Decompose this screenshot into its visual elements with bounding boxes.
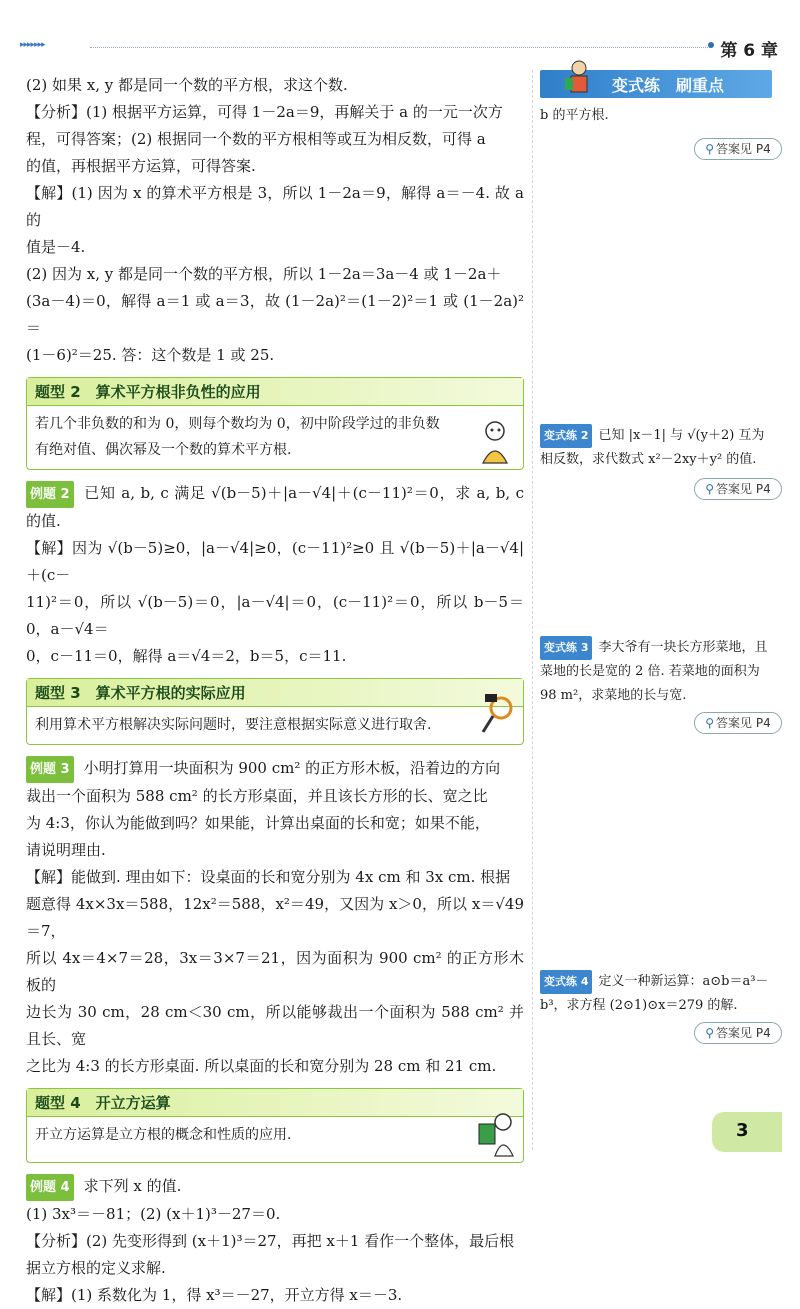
page-header [0, 30, 800, 66]
type-title: 题型 3 算术平方根的实际应用 [27, 679, 523, 707]
text-line: 【解】(1) 系数化为 1，得 x³＝－27，开立方得 x＝－3. [26, 1286, 403, 1304]
example-label: 例题 4 [26, 1174, 74, 1201]
main-column [26, 72, 524, 1309]
text-line: 值是－4. [26, 238, 86, 256]
text-line: 所以 4x＝4×7＝28，3x＝3×7＝21，因为面积为 900 cm² 的正方形木板的 [26, 949, 524, 994]
answer-ref-button[interactable]: ⚲ 答案见 P4 [694, 138, 782, 160]
variant-tag: 变式练 2 [540, 424, 592, 448]
variant-tag: 变式练 3 [540, 636, 592, 660]
text-line: 之比为 4:3 的长方形桌面. 所以桌面的长和宽分别为 28 cm 和 21 cm. [26, 1057, 497, 1075]
text-line: 0，c－11＝0，解得 a＝√4＝2，b＝5，c＝11. [26, 647, 347, 665]
type-box-3 [26, 678, 524, 745]
variant-2: 变式练 2 已知 |x－1| 与 √(y＋2) 互为相反数，求代数式 x²－2xy＋y² 的值. [540, 424, 772, 472]
example-label: 例题 3 [26, 756, 74, 783]
arrow-decoration: ▸▸▸▸▸▸▸ [20, 40, 45, 50]
header-divider [90, 47, 710, 48]
type-title: 题型 4 开立方运算 [27, 1089, 523, 1117]
example-label: 例题 2 [26, 481, 74, 508]
text-line: (2) 因为 x, y 都是同一个数的平方根，所以 1－2a＝3a－4 或 1－2a＋ [26, 265, 502, 283]
text-line: 题意得 4x×3x＝588，12x²＝588，x²＝49，又因为 x＞0，所以 x＝√49＝7， [26, 895, 524, 940]
variant-tag: 变式练 4 [540, 970, 592, 994]
text-line: (1) 3x³＝－81；(2) (x＋1)³－27＝0. [26, 1205, 281, 1223]
text-line: 裁出一个面积为 588 cm² 的长方形桌面，并且该长方形的长、宽之比 [26, 787, 488, 805]
type-body: 开立方运算是立方根的概念和性质的应用. [35, 1127, 292, 1143]
book-mascot-icon [473, 1110, 517, 1158]
text-line: 的值，再根据平方运算，可得答案. [26, 157, 256, 175]
answer-ref-button[interactable]: ⚲ 答案见 P4 [694, 712, 782, 734]
text-line: (2) 如果 x, y 都是同一个数的平方根，求这个数. [26, 76, 348, 94]
variant-4: 变式练 4 定义一种新运算：a⊙b＝a³－b³，求方程 (2⊙1)⊙x＝279 的解. [540, 970, 772, 1018]
text-line: 【解】因为 √(b－5)≥0，|a－√4|≥0，(c－11)²≥0 且 √(b－5)＋|a－√4|＋(c－ [26, 539, 524, 584]
type-title: 题型 2 算术平方根非负性的应用 [27, 378, 523, 406]
column-divider [532, 70, 533, 1150]
example-2-line: 例题 2 已知 a, b, c 满足 √(b－5)＋|a－√4|＋(c－11)²＝0，求 a, b, c 的值. [26, 480, 524, 535]
answer-ref-button[interactable]: ⚲ 答案见 P4 [694, 1022, 782, 1044]
mascot-icon [473, 417, 517, 465]
text-line: 【解】(1) 因为 x 的算术平方根是 3，所以 1－2a＝9，解得 a＝－4. 故 a 的 [26, 184, 524, 229]
text-line: 边长为 30 cm，28 cm＜30 cm，所以能够裁出一个面积为 588 cm² 并且长、宽 [26, 1003, 524, 1048]
type-body: 若几个非负数的和为 0，则每个数均为 0，初中阶段学过的非负数有绝对值、偶次幂及一个数的算术平方根. [35, 416, 440, 458]
chapter-label: 第 6 章 [720, 36, 778, 61]
text-line: 11)²＝0，所以 √(b－5)＝0，|a－√4|＝0，(c－11)²＝0，所以 b－5＝0，a－√4＝ [26, 593, 524, 638]
student-icon [562, 58, 596, 96]
example-4-line: 例题 4 求下列 x 的值. [26, 1173, 524, 1201]
text-line: 【分析】(2) 先变形得到 (x＋1)³＝27，再把 x＋1 看作一个整体，最后根 [26, 1232, 515, 1250]
text-line: 为 4:3，你认为能做到吗？如果能，计算出桌面的长和宽；如果不能， [26, 814, 490, 832]
text-line: 程，可得答案；(2) 根据同一个数的平方根相等或互为相反数，可得 a [26, 130, 486, 148]
example-3-line: 例题 3 小明打算用一块面积为 900 cm² 的正方形木板，沿着边的方向 [26, 755, 524, 783]
answer-ref-button[interactable]: ⚲ 答案见 P4 [694, 478, 782, 500]
text-line: 据立方根的定义求解. [26, 1259, 166, 1277]
type-box-2 [26, 377, 524, 470]
text-line: (1－6)²＝25. 答：这个数是 1 或 25. [26, 346, 275, 364]
type-body: 利用算术平方根解决实际问题时，要注意根据实际意义进行取舍. [35, 717, 432, 733]
text-line: 【解】能做到. 理由如下：设桌面的长和宽分别为 4x cm 和 3x cm. 根据 [26, 868, 511, 886]
side-title: 变式练 刷重点 [540, 70, 772, 98]
page-number: 3 [712, 1112, 782, 1152]
text-line: (3a－4)＝0，解得 a＝1 或 a＝3，故 (1－2a)²＝(1－2)²＝1 或 (1－2a)²＝ [26, 292, 524, 337]
text-line: 请说明理由. [26, 841, 106, 859]
type-box-4 [26, 1088, 524, 1163]
variant-3: 变式练 3 李大爷有一块长方形菜地，且菜地的长是宽的 2 倍. 若菜地的面积为 98 m²，求菜地的长与宽. [540, 636, 772, 708]
magnifier-mascot-icon [473, 692, 517, 740]
side-top-text: b 的平方根. [540, 108, 609, 123]
text-line: 【分析】(1) 根据平方运算，可得 1－2a＝9，再解关于 a 的一元一次方 [26, 103, 503, 121]
